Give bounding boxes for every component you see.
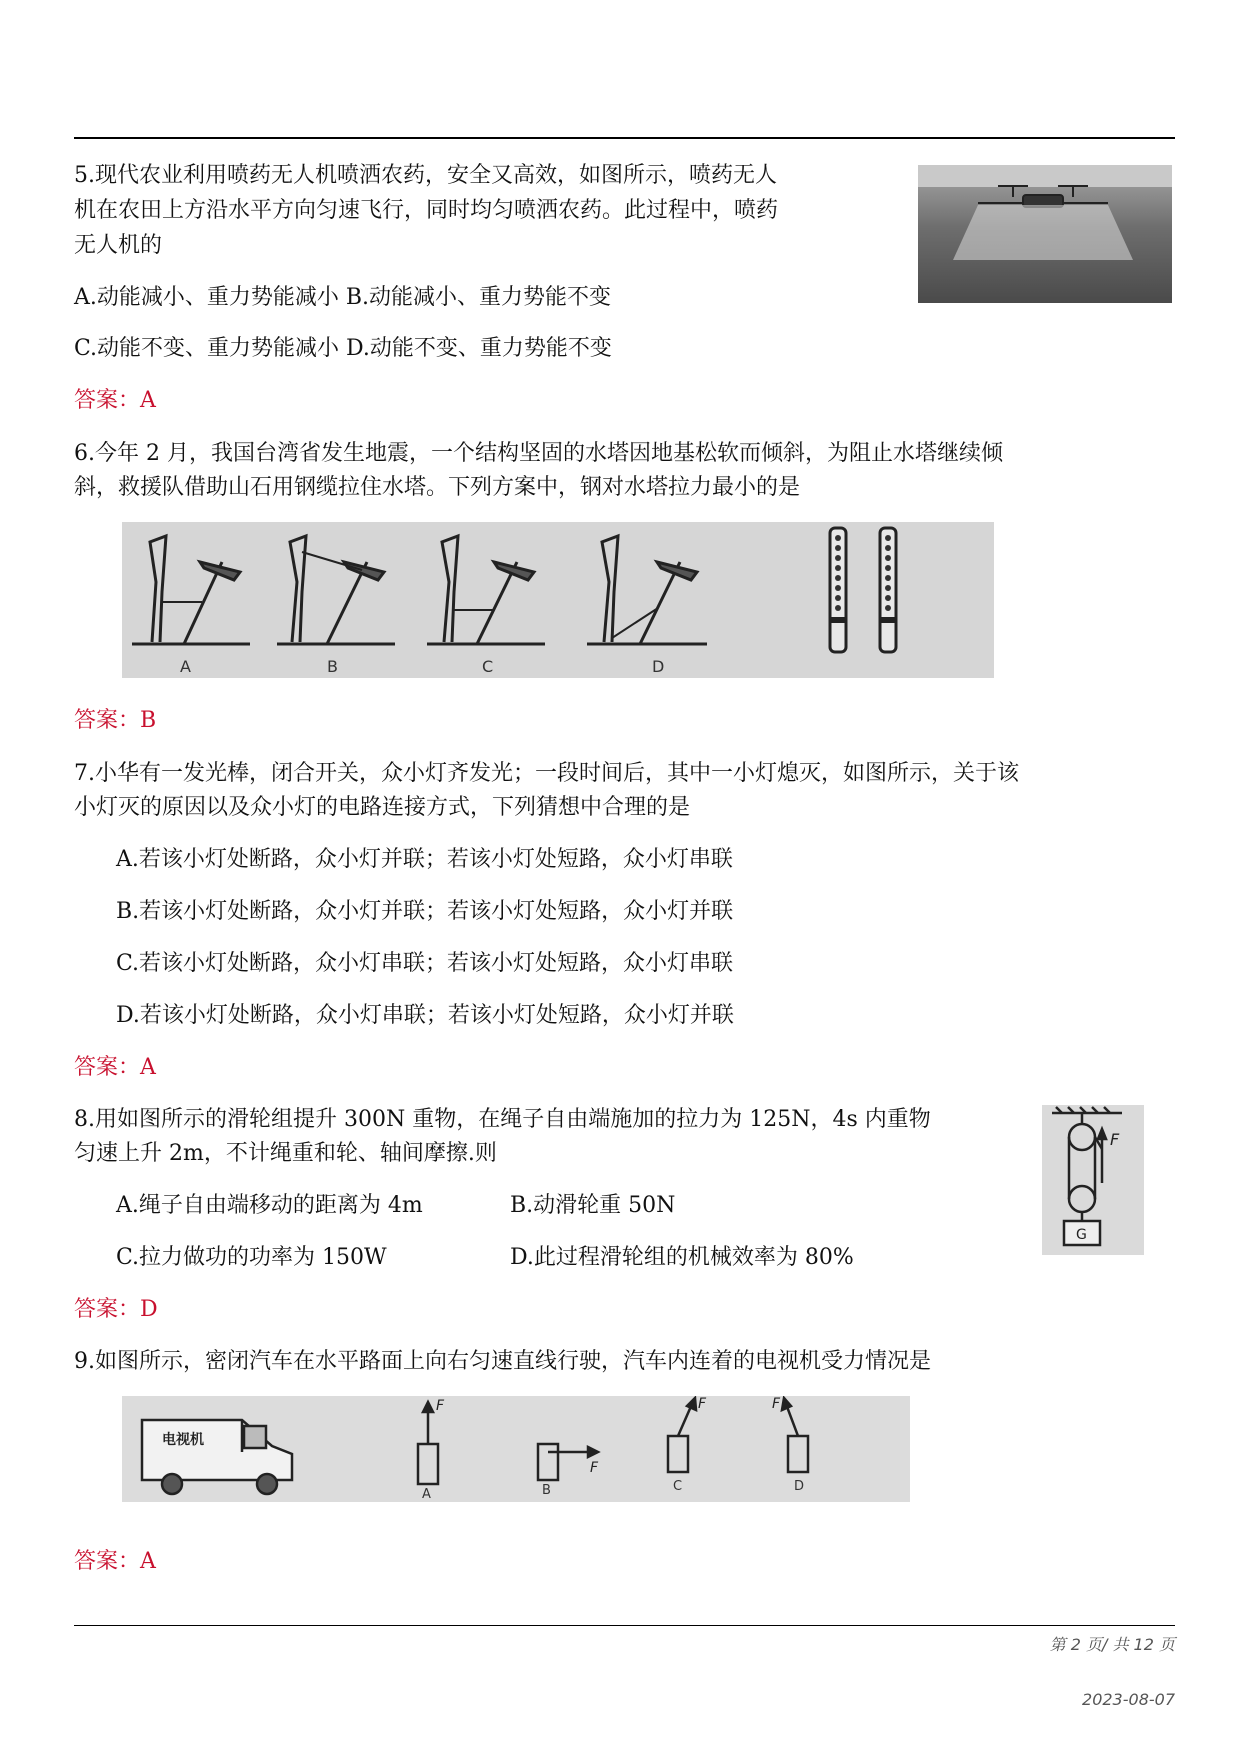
q5-options-ab: A.动能减小、重力势能减小 B.动能减小、重力势能不变 [74,285,612,310]
pulley-figure [1042,1105,1144,1255]
q6-line-2: 斜，救援队借助山石用钢缆拉住水塔。下列方案中，钢对水塔拉力最小的是 [74,475,801,500]
q8-answer: 答案：D [74,1297,158,1322]
q5-answer: 答案：A [74,388,156,413]
q9-force-b: F [590,1460,599,1476]
q6-label-d: D [652,657,665,676]
q7-line-1: 7.小华有一发光棒，闭合开关，众小灯齐发光；一段时间后，其中一小灯熄灭，如图所示，关于该 [74,761,1019,786]
footer-rule [74,1625,1175,1626]
q5-line-1: 5.现代农业利用喷药无人机喷洒农药，安全又高效，如图所示，喷药无人 [74,163,777,188]
van-force-figure [122,1396,910,1502]
q5-line-2: 机在农田上方沿水平方向匀速飞行，同时均匀喷洒农药。此过程中，喷药 [74,198,779,223]
q9-label-d: D [794,1479,805,1494]
q7-option-d: D.若该小灯处断路，众小灯串联；若该小灯处短路，众小灯并联 [116,1003,734,1028]
q6-label-a: A [180,657,191,676]
q5-line-3: 无人机的 [74,233,163,258]
header-rule [74,137,1175,139]
q8-line-2: 匀速上升 2m，不计绳重和轮、轴间摩擦.则 [74,1141,497,1166]
q8-option-b: B.动滑轮重 50N [510,1193,676,1218]
glow-stick-figure [830,528,896,652]
q8-option-c: C.拉力做功的功率为 150W [116,1245,387,1270]
print-date: 2023-08-07 [1082,1690,1175,1709]
q9-force-c: F [698,1396,707,1412]
q9-force-a: F [436,1398,445,1414]
q9-force-d: F [772,1396,781,1412]
q9-label-a: A [422,1487,431,1502]
q7-option-b: B.若该小灯处断路，众小灯并联；若该小灯处短路，众小灯并联 [116,899,734,924]
q7-line-2: 小灯灭的原因以及众小灯的电路连接方式，下列猜想中合理的是 [74,795,691,820]
q8-option-d: D.此过程滑轮组的机械效率为 80% [510,1245,854,1270]
pulley-weight-label: G [1076,1227,1087,1243]
q6-line-1: 6.今年 2 月，我国台湾省发生地震，一个结构坚固的水塔因地基松软而倾斜，为阻止水塔继续倾 [74,441,1003,466]
drone-photo [918,165,1172,303]
q8-line-1: 8.用如图所示的滑轮组提升 300N 重物，在绳子自由端施加的拉力为 125N，4s 内重物 [74,1107,931,1132]
q9-line-1: 9.如图所示，密闭汽车在水平路面上向右匀速直线行驶，汽车内连着的电视机受力情况是 [74,1349,931,1374]
van-tv-label: 电视机 [162,1432,204,1448]
q9-answer: 答案：A [74,1549,156,1574]
q7-option-c: C.若该小灯处断路，众小灯串联；若该小灯处短路，众小灯串联 [116,951,734,976]
q7-option-a: A.若该小灯处断路，众小灯并联；若该小灯处短路，众小灯串联 [116,847,733,872]
page-number: 第 2 页/ 共 12 页 [1049,1635,1175,1654]
q6-label-c: C [482,657,494,676]
q9-label-c: C [673,1479,683,1494]
pulley-force-label: F [1110,1130,1120,1149]
q8-option-a: A.绳子自由端移动的距离为 4m [116,1193,423,1218]
q6-answer: 答案：B [74,708,157,733]
water-tower-figure [122,522,994,678]
q6-label-b: B [327,657,338,676]
q9-label-b: B [542,1483,551,1498]
q5-options-cd: C.动能不变、重力势能减小 D.动能不变、重力势能不变 [74,336,612,361]
q7-answer: 答案：A [74,1055,156,1080]
